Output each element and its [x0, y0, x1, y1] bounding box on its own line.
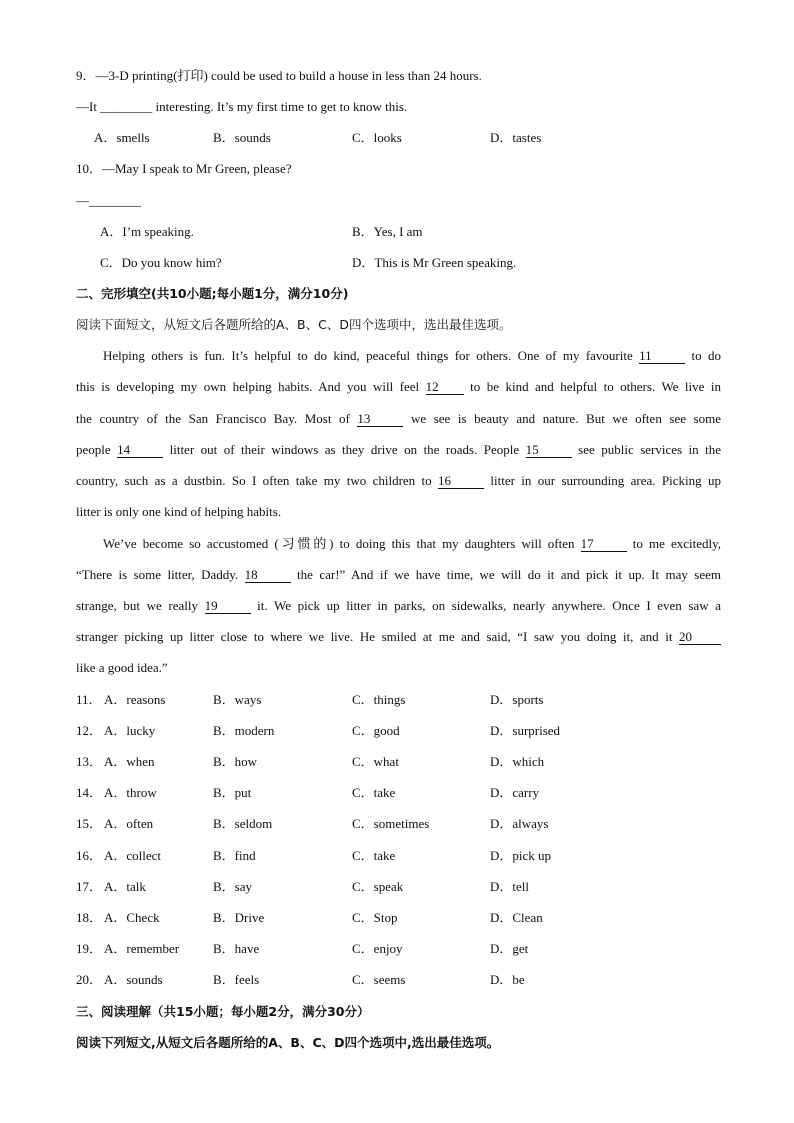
option-a[interactable]: A．lucky: [104, 723, 156, 739]
option-d[interactable]: D．pick up: [490, 847, 552, 863]
question-number: 11．: [76, 692, 102, 707]
option-a[interactable]: A．when: [104, 754, 155, 770]
option-c[interactable]: C．take: [352, 785, 396, 801]
cloze-blank[interactable]: 12: [426, 380, 464, 395]
option-b[interactable]: B．feels: [213, 971, 260, 987]
passage-line: [76, 378, 721, 396]
cloze-blank[interactable]: 14: [117, 443, 163, 458]
option-c[interactable]: C．take: [352, 847, 396, 863]
question-number: 12．: [76, 723, 103, 739]
passage-line: [76, 659, 721, 677]
passage-text: the country of the San Francisco Bay. Most of: [76, 411, 358, 426]
option-a[interactable]: A．often: [104, 816, 154, 832]
option-d[interactable]: D．tell: [490, 878, 529, 894]
question-number: 19．: [76, 940, 103, 956]
passage-text: this is developing my own helping habits. And you will feel: [76, 379, 426, 394]
option-c[interactable]: C．what: [352, 754, 399, 770]
option-a[interactable]: A．sounds: [104, 971, 163, 987]
option-b[interactable]: B．modern: [213, 723, 275, 739]
cloze-blank[interactable]: 20: [679, 630, 721, 645]
cloze-blank[interactable]: 13: [357, 412, 403, 427]
passage-text: litter in our surrounding area. Picking up: [484, 473, 721, 488]
passage-line: [76, 472, 721, 490]
passage-line: [76, 566, 721, 584]
passage-text: Helping others is fun. It’s helpful to do kind, peaceful things for others. One of my favourite: [103, 348, 640, 363]
option-a[interactable]: A．throw: [104, 785, 157, 801]
question-number: 17．: [76, 878, 103, 894]
option-c[interactable]: C．sometimes: [352, 816, 430, 832]
passage-text: to be kind and helpful to others. We live in: [463, 379, 721, 394]
passage-text: we see is beauty and nature. But we often see some: [403, 411, 722, 426]
q10-question: 10．—May I speak to Mr Green, please?: [76, 161, 292, 176]
cloze-blank[interactable]: 15: [526, 443, 572, 458]
q10-option-b[interactable]: B．Yes, I am: [352, 224, 423, 239]
passage-text: stranger picking up litter close to where we live. He smiled at me and said, “I saw you doing it, and it: [76, 629, 679, 644]
passage-line: [103, 535, 721, 553]
q9-option-d[interactable]: D．tastes: [490, 130, 542, 145]
question-number: 16．: [76, 847, 103, 863]
passage-text: like a good idea.”: [76, 660, 168, 675]
passage-line: [76, 503, 721, 521]
section2-heading: 二、完形填空(共10小题;每小题1分，满分10分): [76, 286, 349, 301]
passage-text: We’ve become so accustomed (习惯的) to doing this that my daughters will often: [103, 536, 581, 551]
q10-option-a[interactable]: A．I’m speaking.: [100, 224, 194, 239]
question-number: 14．: [76, 785, 103, 801]
q9-option-c[interactable]: C．looks: [352, 130, 402, 145]
option-c[interactable]: C．seems: [352, 971, 406, 987]
q10-option-c[interactable]: C．Do you know him?: [100, 255, 222, 270]
section3-instruction: 阅读下列短文,从短文后各题所给的A、B、C、D四个选项中,选出最佳选项。: [76, 1035, 500, 1050]
question-number: 18．: [76, 909, 103, 925]
question-number: 20．: [76, 971, 103, 987]
passage-line: [103, 347, 721, 365]
passage-text: to do: [685, 348, 721, 363]
passage-line: [76, 597, 721, 615]
option-a[interactable]: A．collect: [104, 847, 162, 863]
passage-line: [76, 441, 721, 459]
q9-reply-after: interesting. It’s my first time to get to know this.: [152, 99, 408, 114]
option-c[interactable]: C．speak: [352, 878, 404, 894]
option-c[interactable]: C．Stop: [352, 909, 398, 925]
passage-text: it. We pick up litter in parks, on sidewalks, nearly anywhere. Once I even saw a: [250, 598, 722, 613]
option-b[interactable]: B．have: [213, 940, 260, 956]
option-d[interactable]: D．sports: [490, 692, 544, 707]
cloze-blank[interactable]: 16: [438, 474, 484, 489]
passage-text: strange, but we really: [76, 598, 205, 613]
cloze-blank[interactable]: 19: [205, 599, 251, 614]
option-b[interactable]: B．find: [213, 847, 256, 863]
q10-option-d[interactable]: D．This is Mr Green speaking.: [352, 255, 517, 270]
option-b[interactable]: B．seldom: [213, 816, 273, 832]
option-a[interactable]: A．Check: [104, 909, 160, 925]
section3-heading: 三、阅读理解（共15小题；每小题2分，满分30分）: [76, 1004, 370, 1019]
option-c[interactable]: C．good: [352, 723, 400, 739]
option-a[interactable]: A．reasons: [104, 692, 166, 707]
passage-text: litter out of their windows as they drive on the roads. People: [163, 442, 526, 457]
q9-option-a[interactable]: A．smells: [94, 130, 150, 145]
option-a[interactable]: A．remember: [104, 940, 180, 956]
option-d[interactable]: D．always: [490, 816, 549, 832]
q9-reply-before: —It: [76, 99, 101, 114]
passage-line: [76, 628, 721, 646]
q9-reply: [76, 98, 721, 116]
passage-text: to me excitedly,: [626, 536, 722, 551]
q9-reply-blank: ________: [100, 99, 153, 114]
option-d[interactable]: D．be: [490, 971, 525, 987]
q9-option-b[interactable]: B．sounds: [213, 130, 271, 145]
cloze-blank[interactable]: 17: [581, 537, 627, 552]
q9-question: 9．—3-D printing(打印) could be used to build a house in less than 24 hours.: [76, 68, 482, 83]
option-b[interactable]: B．how: [213, 754, 258, 770]
q10-reply: —________: [76, 193, 141, 208]
cloze-blank[interactable]: 18: [245, 568, 291, 583]
question-number: 15．: [76, 816, 103, 832]
option-d[interactable]: D．get: [490, 940, 529, 956]
passage-text: people: [76, 442, 118, 457]
option-d[interactable]: D．surprised: [490, 723, 561, 739]
cloze-blank[interactable]: 11: [639, 349, 685, 364]
option-c[interactable]: C．enjoy: [352, 940, 403, 956]
question-number: 13．: [76, 754, 103, 770]
passage-text: litter is only one kind of helping habits.: [76, 504, 282, 519]
option-b[interactable]: B．say: [213, 878, 253, 894]
option-b[interactable]: B．Drive: [213, 909, 265, 925]
option-b[interactable]: B．ways: [213, 692, 262, 707]
option-c[interactable]: C．things: [352, 692, 406, 707]
section2-instruction: 阅读下面短文，从短文后各题所给的A、B、C、D四个选项中，选出最佳选项。: [76, 317, 512, 332]
passage-text: country, such as a dustbin. So I often take my two children to: [76, 473, 439, 488]
passage-text: see public services in the: [571, 442, 722, 457]
passage-text: the car!” And if we have time, we will do it and pick it up. It may seem: [290, 567, 721, 582]
passage-text: “There is some litter, Daddy.: [76, 567, 245, 582]
option-a[interactable]: A．talk: [104, 878, 146, 894]
option-d[interactable]: D．Clean: [490, 909, 543, 925]
option-b[interactable]: B．put: [213, 785, 252, 801]
passage-line: [76, 410, 721, 428]
option-d[interactable]: D．carry: [490, 785, 540, 801]
option-d[interactable]: D．which: [490, 754, 545, 770]
